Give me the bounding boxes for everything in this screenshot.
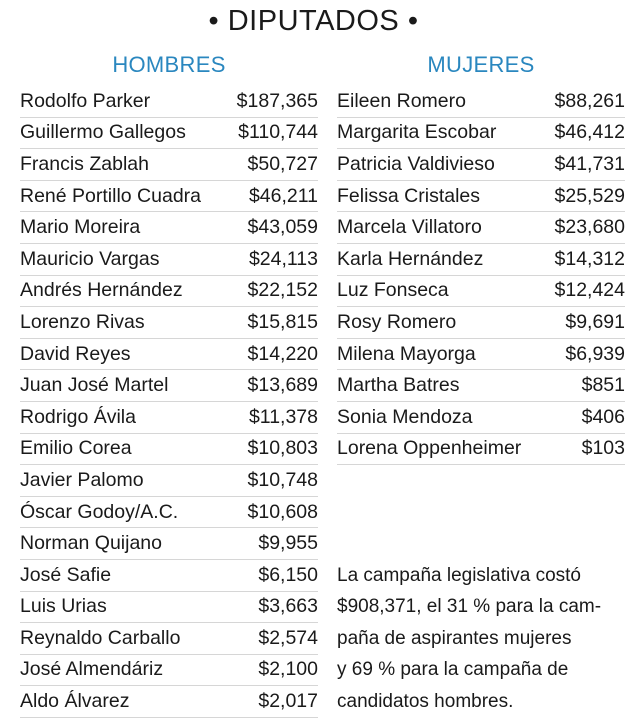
candidate-name: Norman Quijano xyxy=(20,532,162,555)
candidate-amount: $41,731 xyxy=(554,152,625,175)
table-row xyxy=(337,434,625,466)
candidate-name: Andrés Hernández xyxy=(20,279,183,302)
table-row xyxy=(20,212,318,244)
table-row xyxy=(337,244,625,276)
candidate-amount: $25,529 xyxy=(554,184,625,207)
candidate-name: Óscar Godoy/A.C. xyxy=(20,500,179,523)
table-row xyxy=(337,149,625,181)
candidate-name: Emilio Corea xyxy=(20,437,132,460)
candidate-name: Marcela Villatoro xyxy=(337,216,482,239)
candidate-amount: $2,574 xyxy=(258,626,318,649)
candidate-amount: $9,955 xyxy=(258,532,318,555)
table-row xyxy=(337,402,625,434)
candidate-amount: $50,727 xyxy=(247,152,318,175)
candidate-name: Luz Fonseca xyxy=(337,279,449,302)
candidate-amount: $14,220 xyxy=(247,342,318,365)
table-row xyxy=(20,149,318,181)
candidate-amount: $2,100 xyxy=(258,658,318,681)
table-row xyxy=(20,623,318,655)
candidate-name: Luis Urias xyxy=(20,595,107,618)
candidate-name: Patricia Valdivieso xyxy=(337,152,495,175)
candidate-amount: $2,017 xyxy=(258,690,318,713)
table-row xyxy=(20,434,318,466)
candidate-amount: $103 xyxy=(581,437,625,460)
candidate-name: Javier Palomo xyxy=(20,468,144,491)
note-line: paña de aspirantes mujeres xyxy=(337,627,572,649)
candidate-name: Karla Hernández xyxy=(337,247,484,270)
candidate-name: Mauricio Vargas xyxy=(20,247,160,270)
campaign-cost-note xyxy=(337,560,625,717)
candidate-amount: $23,680 xyxy=(554,216,625,239)
note-line: candidatos hombres. xyxy=(337,690,514,712)
table-row xyxy=(337,212,625,244)
women-column-heading: MUJERES xyxy=(427,52,535,77)
candidate-name: Martha Batres xyxy=(337,374,460,397)
candidate-amount: $13,689 xyxy=(247,374,318,397)
page-title: • DIPUTADOS • xyxy=(208,5,419,37)
candidate-name: Rosy Romero xyxy=(337,310,457,333)
candidate-amount: $43,059 xyxy=(247,216,318,239)
note-line: $908,371, el 31 % para la cam- xyxy=(337,596,602,618)
candidate-name: Juan José Martel xyxy=(20,374,169,397)
table-row xyxy=(337,181,625,213)
candidate-amount: $6,150 xyxy=(258,563,318,586)
candidate-amount: $10,608 xyxy=(247,500,318,523)
candidate-amount: $22,152 xyxy=(247,279,318,302)
candidate-name: Eileen Romero xyxy=(337,89,466,112)
candidate-name: José Safie xyxy=(20,563,112,586)
candidate-amount: $406 xyxy=(581,405,625,428)
note-line: La campaña legislativa costó xyxy=(337,565,581,586)
candidate-name: David Reyes xyxy=(20,342,131,365)
table-row xyxy=(337,370,625,402)
table-row xyxy=(20,686,318,718)
table-row xyxy=(20,181,318,213)
candidate-amount: $11,378 xyxy=(248,405,318,428)
table-row xyxy=(337,307,625,339)
table-row xyxy=(20,307,318,339)
table-row xyxy=(20,86,318,118)
candidate-name: José Almendáriz xyxy=(20,658,164,681)
candidate-name: Reynaldo Carballo xyxy=(20,626,181,649)
candidate-name: Sonia Mendoza xyxy=(337,405,473,428)
women-table xyxy=(337,86,625,465)
table-row xyxy=(20,118,318,150)
candidate-amount: $24,113 xyxy=(248,247,318,270)
candidate-amount: $187,365 xyxy=(236,89,318,112)
candidate-name: Mario Moreira xyxy=(20,216,141,239)
candidate-name: Francis Zablah xyxy=(20,152,149,175)
candidate-name: Milena Mayorga xyxy=(337,342,476,365)
candidate-name: Guillermo Gallegos xyxy=(20,121,186,144)
candidate-amount: $851 xyxy=(581,374,625,397)
table-row xyxy=(20,465,318,497)
candidate-amount: $46,211 xyxy=(248,184,318,207)
table-row xyxy=(337,86,625,118)
candidate-name: Aldo Álvarez xyxy=(20,690,130,713)
candidate-name: Felissa Cristales xyxy=(337,184,481,207)
table-row xyxy=(20,560,318,592)
table-row xyxy=(20,244,318,276)
candidate-name: Lorenzo Rivas xyxy=(20,310,145,333)
table-row xyxy=(20,339,318,371)
table-row xyxy=(20,592,318,624)
candidate-name: Lorena Oppenheimer xyxy=(337,437,522,460)
candidate-amount: $15,815 xyxy=(247,310,318,333)
table-row xyxy=(337,118,625,150)
note-line: y 69 % para la campaña de xyxy=(337,659,569,681)
candidate-amount: $46,412 xyxy=(554,121,625,144)
candidate-amount: $110,744 xyxy=(238,121,318,144)
table-row xyxy=(20,276,318,308)
candidate-amount: $12,424 xyxy=(554,279,625,302)
candidate-amount: $14,312 xyxy=(554,247,625,270)
men-table xyxy=(20,86,318,718)
candidate-amount: $9,691 xyxy=(565,310,625,333)
table-row xyxy=(337,339,625,371)
candidate-amount: $10,748 xyxy=(247,468,318,491)
candidate-amount: $3,663 xyxy=(258,595,318,618)
candidate-name: Margarita Escobar xyxy=(337,121,497,144)
men-column-heading: HOMBRES xyxy=(112,52,226,77)
candidate-amount: $88,261 xyxy=(554,89,625,112)
table-row xyxy=(20,655,318,687)
table-row xyxy=(20,528,318,560)
table-row xyxy=(337,276,625,308)
table-row xyxy=(20,402,318,434)
candidate-amount: $6,939 xyxy=(565,342,625,365)
candidate-name: Rodolfo Parker xyxy=(20,89,151,112)
table-row xyxy=(20,370,318,402)
candidate-amount: $10,803 xyxy=(247,437,318,460)
candidate-name: Rodrigo Ávila xyxy=(20,405,136,428)
table-row xyxy=(20,497,318,529)
candidate-name: René Portillo Cuadra xyxy=(20,184,202,207)
